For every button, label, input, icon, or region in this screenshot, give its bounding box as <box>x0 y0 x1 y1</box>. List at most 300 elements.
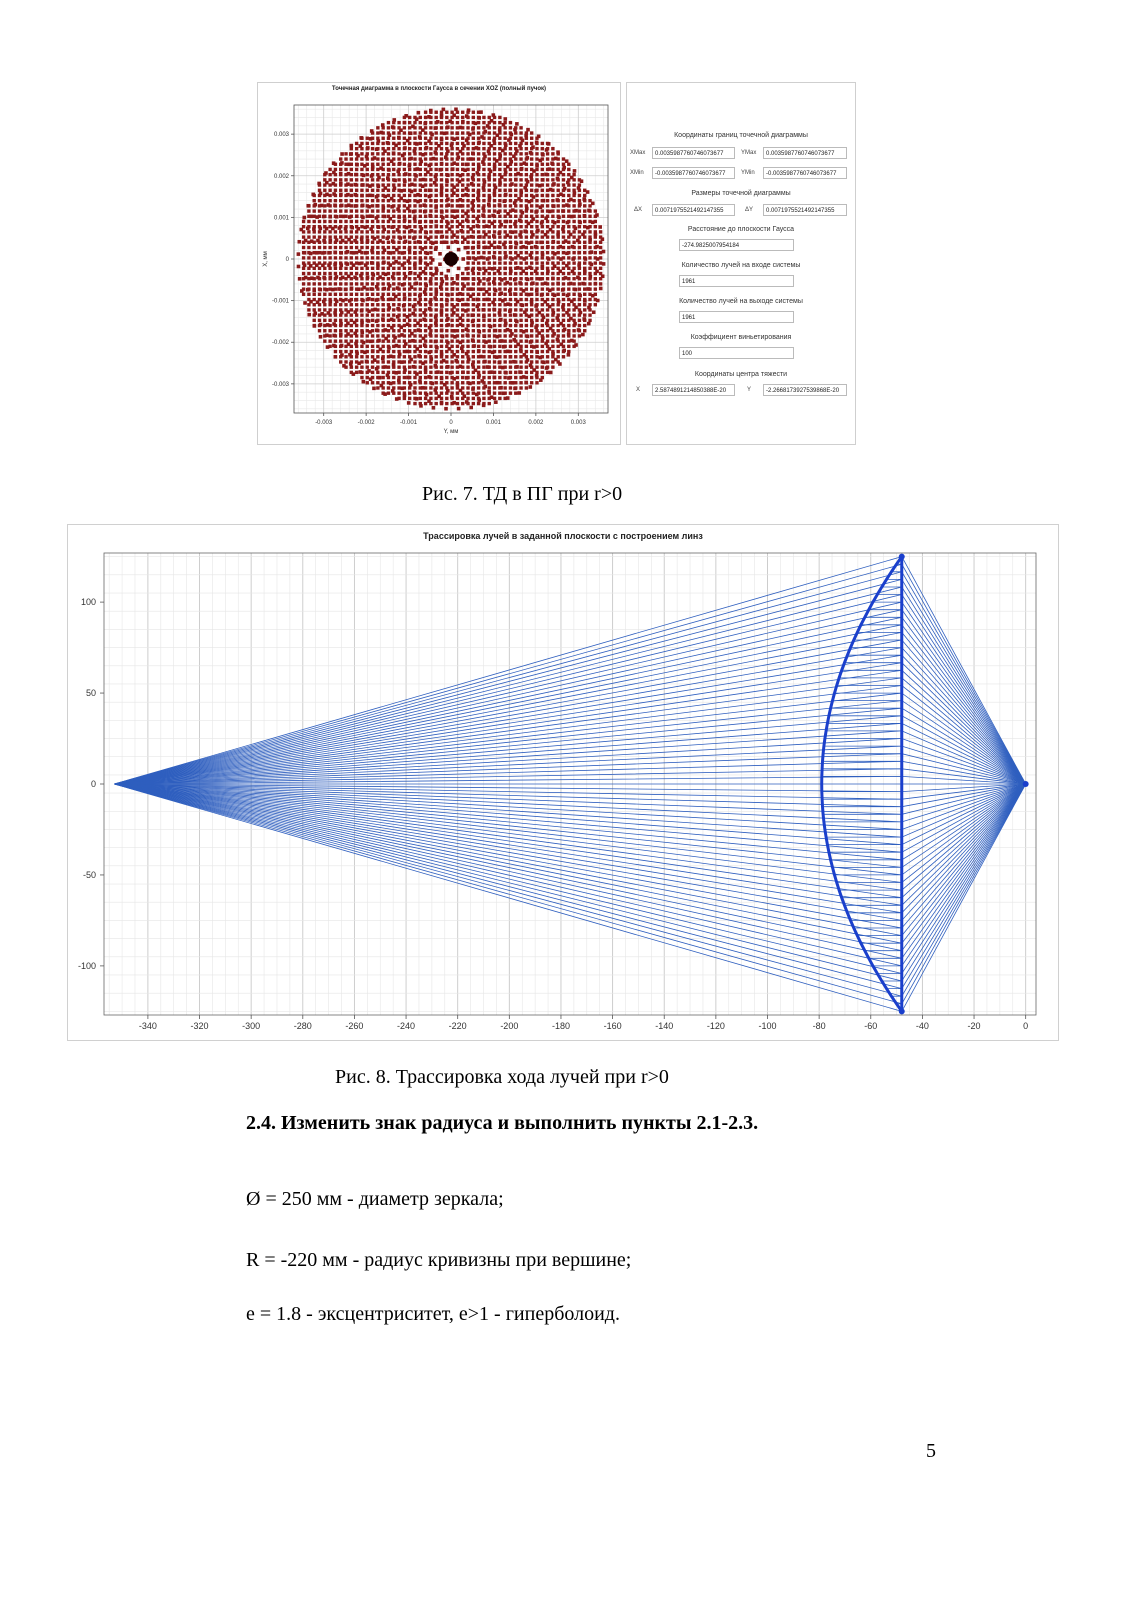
spot-point <box>456 204 459 207</box>
spot-point <box>498 355 501 358</box>
spot-point <box>355 199 358 202</box>
spot-point <box>440 173 443 176</box>
spot-point <box>546 230 549 233</box>
spot-point <box>376 324 379 327</box>
spot-point <box>381 272 384 275</box>
spot-point <box>572 282 575 285</box>
spot-point <box>403 293 406 296</box>
spot-point <box>355 147 358 150</box>
spot-point <box>302 272 305 275</box>
spot-point <box>429 183 432 186</box>
xmin-field[interactable]: -0.0035987760746073677 <box>652 167 735 179</box>
dy-field[interactable]: 0.0071975521492147355 <box>763 204 847 216</box>
spot-point <box>450 189 453 192</box>
spot-point <box>323 220 326 223</box>
spot-point <box>472 157 475 160</box>
spot-point <box>403 287 406 290</box>
spot-point <box>456 371 459 374</box>
spot-point <box>440 126 443 129</box>
spot-point <box>498 241 501 244</box>
spot-point <box>387 287 390 290</box>
xmax-field[interactable]: 0.0035987760746073677 <box>652 147 735 159</box>
spot-point <box>313 209 316 212</box>
spot-point <box>435 324 438 327</box>
spot-point <box>413 324 416 327</box>
spot-point <box>514 365 517 368</box>
spot-point <box>408 360 411 363</box>
spot-point <box>403 324 406 327</box>
spot-point <box>376 350 379 353</box>
spot-point <box>578 267 581 270</box>
rays-in-field[interactable]: 1961 <box>679 275 794 287</box>
spot-point <box>488 402 491 405</box>
spot-point <box>445 397 448 400</box>
spot-point <box>339 313 342 316</box>
spot-point <box>472 277 475 280</box>
spot-point <box>493 350 496 353</box>
spot-point <box>350 282 353 285</box>
spot-point <box>424 173 427 176</box>
spot-point <box>408 350 411 353</box>
spot-point <box>424 308 427 311</box>
spot-point <box>588 267 591 270</box>
spot-point <box>424 381 427 384</box>
spot-point <box>419 230 422 233</box>
spot-point <box>535 215 538 218</box>
spot-point <box>397 313 400 316</box>
spot-point <box>313 261 316 264</box>
spot-point <box>429 157 432 160</box>
spot-point <box>472 313 475 316</box>
spot-point <box>318 256 321 259</box>
spot-point <box>392 293 395 296</box>
spot-center <box>444 252 458 266</box>
spot-point <box>339 189 342 192</box>
spot-point <box>323 256 326 259</box>
spot-point <box>546 277 549 280</box>
spot-point <box>472 282 475 285</box>
rays-out-field[interactable]: 1961 <box>679 311 794 323</box>
spot-point <box>541 147 544 150</box>
spot-point <box>509 220 512 223</box>
spot-point <box>503 209 506 212</box>
spot-point <box>413 293 416 296</box>
spot-point <box>551 272 554 275</box>
spot-point <box>594 287 597 290</box>
spot-point <box>562 308 565 311</box>
spot-point <box>424 355 427 358</box>
spot-point <box>344 256 347 259</box>
spot-point <box>350 168 353 171</box>
spot-point <box>424 402 427 405</box>
dx-field[interactable]: 0.0071975521492147355 <box>652 204 735 216</box>
spot-point <box>567 251 570 254</box>
spot-point <box>498 137 501 140</box>
spot-point <box>514 183 517 186</box>
spot-point <box>397 241 400 244</box>
spot-point <box>567 168 570 171</box>
spot-point <box>546 282 549 285</box>
spot-point <box>461 391 464 394</box>
centroid-y-field[interactable]: -2.2668173927539868E-20 <box>763 384 847 396</box>
spot-point <box>562 235 565 238</box>
spot-point <box>535 319 538 322</box>
spot-point <box>313 267 316 270</box>
spot-point <box>429 168 432 171</box>
spot-point <box>435 391 438 394</box>
spot-point <box>503 251 506 254</box>
spot-point <box>429 220 432 223</box>
spot-point <box>567 230 570 233</box>
spot-point <box>403 183 406 186</box>
spot-point <box>323 178 326 181</box>
spot-point <box>498 287 501 290</box>
spot-point <box>350 261 353 264</box>
spot-point <box>360 293 363 296</box>
spot-point <box>583 287 586 290</box>
spot-point <box>541 178 544 181</box>
spot-point <box>366 261 369 264</box>
spot-point <box>503 293 506 296</box>
spot-point <box>583 272 586 275</box>
spot-point <box>334 241 337 244</box>
spot-point <box>456 189 459 192</box>
spot-point <box>435 152 438 155</box>
spot-point <box>493 376 496 379</box>
spot-point <box>328 287 331 290</box>
spot-point <box>482 173 485 176</box>
spot-point <box>328 282 331 285</box>
spot-point <box>456 339 459 342</box>
spot-point <box>519 168 522 171</box>
spot-point <box>408 152 411 155</box>
spot-diagram-panel <box>257 82 621 445</box>
spot-point <box>493 204 496 207</box>
spot-point <box>477 121 480 124</box>
spot-point <box>493 272 496 275</box>
spot-point <box>339 334 342 337</box>
spot-point <box>328 178 331 181</box>
spot-point <box>360 308 363 311</box>
spot-point <box>408 267 411 270</box>
spot-point <box>350 225 353 228</box>
spot-point <box>350 360 353 363</box>
spot-point <box>578 293 581 296</box>
spot-point <box>429 391 432 394</box>
centroid-x-field[interactable]: 2.5874891214850388E-20 <box>652 384 735 396</box>
spot-point <box>466 308 469 311</box>
spot-point <box>350 147 353 150</box>
spot-point <box>419 246 422 249</box>
spot-point <box>525 199 528 202</box>
spot-point <box>556 261 559 264</box>
spot-point <box>567 204 570 207</box>
spot-point <box>387 313 390 316</box>
spot-point <box>302 220 305 223</box>
spot-point <box>530 293 533 296</box>
spot-point <box>350 189 353 192</box>
spot-point <box>472 230 475 233</box>
spot-point <box>350 308 353 311</box>
spot-point <box>360 220 363 223</box>
spot-point <box>328 267 331 270</box>
spot-point <box>517 391 521 395</box>
spot-point <box>525 189 528 192</box>
spot-point <box>318 241 321 244</box>
spot-point <box>419 371 422 374</box>
spot-point <box>562 298 565 301</box>
spot-point <box>594 277 597 280</box>
spot-point <box>313 303 316 306</box>
gauss-distance-field[interactable]: -274.9825007954184 <box>679 239 794 251</box>
spot-point <box>339 241 342 244</box>
spot-point <box>556 339 559 342</box>
spot-point <box>408 282 411 285</box>
ymin-field[interactable]: -0.0035987760746073677 <box>763 167 847 179</box>
spot-point <box>366 157 369 160</box>
spot-point <box>551 251 554 254</box>
spot-point <box>514 152 517 155</box>
spot-point <box>360 277 363 280</box>
spot-point <box>541 282 544 285</box>
spot-point <box>493 287 496 290</box>
spot-point <box>572 251 575 254</box>
spot-point <box>472 178 475 181</box>
spot-point <box>530 303 533 306</box>
spot-point <box>424 261 427 264</box>
spot-point <box>456 147 459 150</box>
spot-point <box>445 173 448 176</box>
spot-point <box>514 147 517 150</box>
spot-point <box>594 209 597 212</box>
spot-point <box>503 230 506 233</box>
spot-point <box>477 339 480 342</box>
spot-point <box>408 308 411 311</box>
spot-point <box>567 277 570 280</box>
spot-point <box>413 298 416 301</box>
spot-point <box>334 272 337 275</box>
spot-point <box>397 246 400 249</box>
spot-point <box>578 329 581 332</box>
spot-point <box>445 371 448 374</box>
spot-point <box>408 241 411 244</box>
spot-point <box>583 313 586 316</box>
x-tick-label: -300 <box>242 1021 261 1031</box>
x-tick-label: 0.003 <box>570 420 586 426</box>
spot-point <box>514 137 517 140</box>
spot-point <box>408 345 411 348</box>
spot-point <box>355 298 358 301</box>
spot-point <box>562 345 565 348</box>
spot-point <box>424 230 427 233</box>
spot-point <box>450 152 453 155</box>
spot-point <box>424 126 427 129</box>
spot-point <box>567 261 570 264</box>
spot-point <box>457 407 461 411</box>
spot-point <box>440 308 443 311</box>
spot-point <box>429 329 432 332</box>
spot-point <box>466 131 469 134</box>
spot-point <box>328 241 331 244</box>
spot-point <box>503 246 506 249</box>
spot-point <box>482 350 485 353</box>
spot-point <box>445 152 448 155</box>
spot-point <box>488 215 491 218</box>
spot-point <box>424 111 427 114</box>
spot-point <box>556 293 559 296</box>
spot-point <box>355 360 358 363</box>
spot-point <box>472 241 475 244</box>
spot-point <box>445 199 448 202</box>
spot-point <box>387 241 390 244</box>
spot-point <box>599 282 602 285</box>
spot-point <box>307 313 311 317</box>
spot-point <box>344 329 347 332</box>
spot-point <box>435 215 438 218</box>
spot-point <box>397 220 400 223</box>
spot-point <box>419 334 422 337</box>
spot-point <box>450 230 453 233</box>
spot-point <box>493 391 496 394</box>
spot-point <box>456 152 459 155</box>
spot-point <box>461 376 464 379</box>
spot-point <box>498 225 501 228</box>
spot-point <box>477 152 480 155</box>
spot-point <box>318 261 321 264</box>
spot-point <box>408 287 411 290</box>
spot-point <box>323 241 326 244</box>
spot-point <box>376 376 379 379</box>
spot-point <box>498 209 501 212</box>
spot-point <box>546 329 549 332</box>
spot-point <box>509 230 512 233</box>
spot-point <box>456 324 459 327</box>
spot-point <box>541 350 544 353</box>
spot-point <box>461 157 464 160</box>
spot-point <box>419 183 422 186</box>
spot-point <box>397 261 400 264</box>
spot-point <box>435 334 438 337</box>
spot-point <box>535 199 538 202</box>
spot-point <box>546 261 549 264</box>
spot-point <box>408 381 411 384</box>
spot-point <box>509 189 512 192</box>
spot-point <box>392 235 395 238</box>
spot-point <box>339 246 342 249</box>
spot-point <box>488 189 491 192</box>
spot-point <box>456 116 459 119</box>
spot-point <box>493 194 496 197</box>
spot-point <box>488 334 491 337</box>
spot-point <box>466 256 469 259</box>
spot-point <box>562 272 565 275</box>
spot-point <box>530 277 533 280</box>
spot-point <box>535 152 538 155</box>
spot-point <box>541 189 544 192</box>
spot-point <box>408 324 411 327</box>
spot-point <box>567 235 570 238</box>
spot-point <box>419 178 422 181</box>
spot-point <box>424 168 427 171</box>
spot-point <box>482 345 485 348</box>
spot-point <box>360 376 363 379</box>
spot-point <box>514 173 517 176</box>
spot-point <box>503 282 506 285</box>
spot-point <box>456 121 459 124</box>
ymax-field[interactable]: 0.0035987760746073677 <box>763 147 847 159</box>
spot-point <box>408 204 411 207</box>
spot-point <box>339 261 342 264</box>
spot-point <box>482 329 485 332</box>
spot-point <box>323 194 326 197</box>
spot-point <box>381 230 384 233</box>
spot-point <box>493 308 496 311</box>
spot-point <box>424 147 427 150</box>
spot-point <box>313 282 316 285</box>
spot-point <box>429 287 432 290</box>
spot-point <box>583 324 586 327</box>
spot-point <box>493 360 496 363</box>
spot-point <box>530 225 533 228</box>
spot-point <box>546 142 549 145</box>
spot-point <box>397 168 400 171</box>
spot-point <box>440 230 443 233</box>
spot-point <box>323 324 326 327</box>
spot-point <box>482 360 485 363</box>
spot-point <box>334 287 337 290</box>
spot-point <box>445 277 448 280</box>
spot-point <box>477 402 480 405</box>
spot-point <box>488 319 491 322</box>
spot-point <box>344 230 347 233</box>
spot-point <box>360 303 363 306</box>
spot-point <box>488 371 491 374</box>
spot-point <box>482 251 485 254</box>
spot-point <box>419 168 422 171</box>
spot-point <box>366 199 369 202</box>
vignetting-field[interactable]: 100 <box>679 347 794 359</box>
spot-point <box>344 267 347 270</box>
spot-point <box>493 189 496 192</box>
spot-point <box>360 225 363 228</box>
spot-point <box>371 381 374 384</box>
spot-point <box>535 168 538 171</box>
spot-point <box>551 365 554 368</box>
spot-point <box>546 287 549 290</box>
spot-point <box>530 261 533 264</box>
spot-point <box>588 287 591 290</box>
spot-point <box>503 319 506 322</box>
spot-point <box>344 313 347 316</box>
spot-point <box>371 137 374 140</box>
spot-point <box>387 293 390 296</box>
spot-point <box>594 230 597 233</box>
spot-point <box>562 319 565 322</box>
spot-point <box>318 329 321 332</box>
spot-point <box>435 225 438 228</box>
spot-point <box>435 277 438 280</box>
spot-point <box>498 235 501 238</box>
spot-point <box>419 319 422 322</box>
spot-point <box>587 322 591 326</box>
spot-point <box>551 241 554 244</box>
spot-point <box>503 339 506 342</box>
spot-point <box>551 287 554 290</box>
spot-point <box>541 194 544 197</box>
spot-point <box>456 345 459 348</box>
spot-point <box>488 339 491 342</box>
spot-point <box>556 194 559 197</box>
